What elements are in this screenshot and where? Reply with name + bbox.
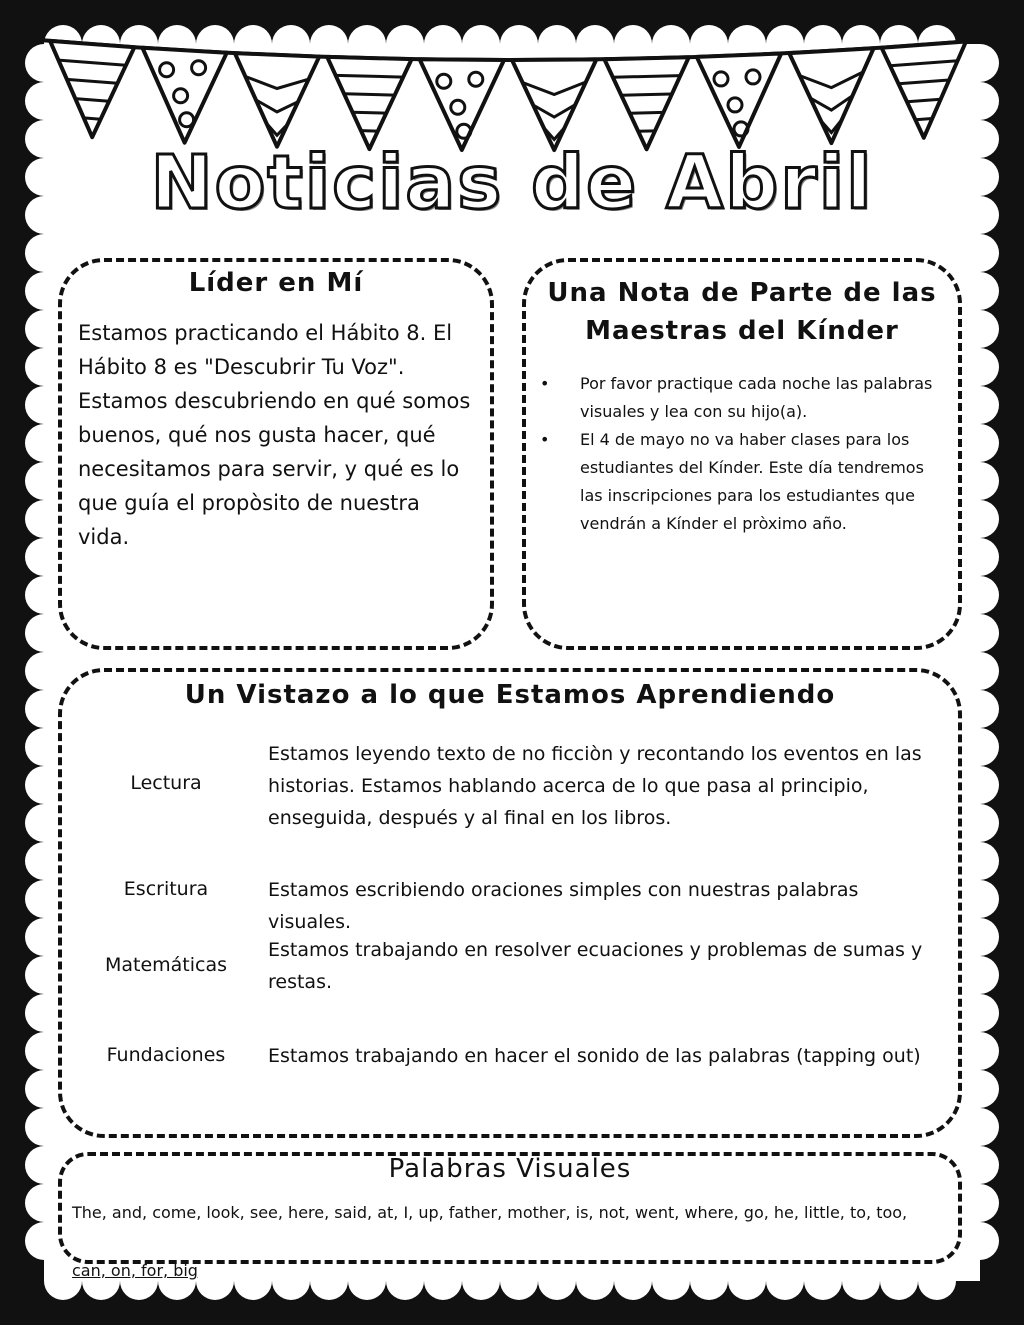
teacher-note-heading xyxy=(536,274,948,350)
subject-description: Estamos trabajando en hacer el sonido de las palabras (tapping out) xyxy=(268,1045,921,1067)
teacher-note-heading-line1: Una Nota de Parte de las xyxy=(547,278,937,308)
list-item xyxy=(540,370,944,426)
learning-overview-heading: Un Vistazo a lo que Estamos Aprendiendo xyxy=(184,680,836,710)
learning-overview-box xyxy=(58,668,962,1138)
subject-description: Estamos leyendo texto de no ficciòn y recontando los eventos en las historias. Estamos hablando acerca de lo que pasa al principio, enseguida, después y al final en los libros. xyxy=(268,743,922,829)
sight-words-line1: The, and, come, look, see, here, said, at, I, up, father, mother, is, not, went, where, go, he, little, to, too, xyxy=(72,1203,908,1222)
subject-name: Escritura xyxy=(123,878,209,900)
lider-en-mi-box xyxy=(58,258,494,650)
list-item-text: Por favor practique cada noche las palabras visuales y lea con su hijo(a). xyxy=(580,374,933,421)
sight-words-box xyxy=(58,1152,962,1280)
teacher-note-heading-line2: Maestras del Kínder xyxy=(585,316,899,346)
lider-body: Estamos practicando el Hábito 8. El Hábito 8 es "Descubrir Tu Voz". Estamos descubriendo en qué somos buenos, qué nos gusta hacer, qué necesitamos para servir, y qué es lo que guía el propòsito de nuestra vida. xyxy=(78,321,471,549)
list-item-text: El 4 de mayo no va haber clases para los estudiantes del Kínder. Este día tendremos las inscripciones para los estudiantes que vendrán a Kínder el pròximo año. xyxy=(580,430,924,533)
sight-words-text xyxy=(72,1184,944,1300)
subject-description: Estamos trabajando en resolver ecuaciones y problemas de sumas y restas. xyxy=(268,939,923,993)
lider-heading: Líder en Mí xyxy=(188,268,364,298)
subject-name: Fundaciones xyxy=(106,1044,226,1066)
teacher-note-box xyxy=(522,258,962,650)
bullet-icon: • xyxy=(540,430,550,449)
sight-words-heading: Palabras Visuales xyxy=(388,1154,632,1184)
newsletter-title: Noticias de Abril xyxy=(150,140,874,226)
subject-name: Lectura xyxy=(130,772,202,794)
teacher-note-list xyxy=(540,370,944,538)
subject-name: Matemáticas xyxy=(104,954,228,976)
list-item xyxy=(540,426,944,538)
subject-description: Estamos escribiendo oraciones simples con nuestras palabras visuales. xyxy=(268,879,859,933)
bullet-icon: • xyxy=(540,374,550,393)
sight-words-line2: can, on, for, big xyxy=(72,1261,198,1280)
